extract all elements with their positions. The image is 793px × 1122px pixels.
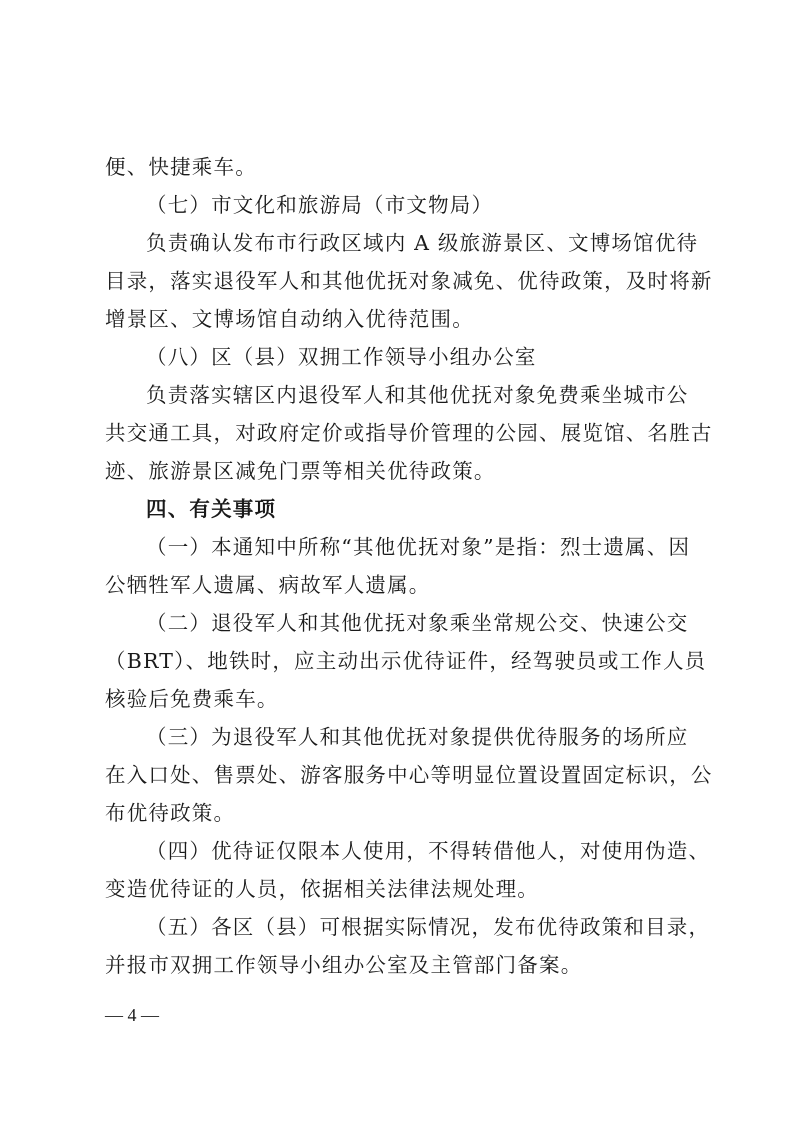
paragraph-line: （三）为退役军人和其他优抚对象提供优待服务的场所应 (146, 725, 689, 749)
text-line-continuation: 便、快捷乘车。 (105, 155, 257, 179)
paragraph-line: 负责确认发布市行政区域内 A 级旅游景区、文博场馆优待 (146, 231, 699, 255)
paragraph-line: 迹、旅游景区减免门票等相关优待政策。 (105, 459, 496, 483)
paragraph-line: 负责落实辖区内退役军人和其他优抚对象免费乘坐城市公 (146, 383, 689, 407)
paragraph-line: （二）退役军人和其他优抚对象乘坐常规公交、快速公交 (146, 611, 689, 635)
paragraph-line: 增景区、文博场馆自动纳入优待范围。 (105, 307, 474, 331)
paragraph-line: （BRT）、地铁时，应主动出示优待证件，经驾驶员或工作人员 (105, 649, 707, 673)
page-number: — 4 — (105, 1005, 159, 1025)
section-heading-culture-tourism-bureau: （七）市文化和旅游局（市文物局） (146, 193, 494, 217)
paragraph-line: 布优待政策。 (105, 801, 236, 825)
paragraph-line: 变造优待证的人员，依据相关法律法规处理。 (105, 877, 539, 901)
paragraph-line: （一）本通知中所称“其他优抚对象”是指：烈士遗属、因 (146, 535, 691, 559)
paragraph-line: 目录，落实退役军人和其他优抚对象减免、优待政策，及时将新 (105, 269, 713, 293)
paragraph-line: （四）优待证仅限本人使用，不得转借他人，对使用伪造、 (146, 839, 711, 863)
paragraph-line: 并报市双拥工作领导小组办公室及主管部门备案。 (105, 953, 583, 977)
paragraph-line: 公牺牲军人遗属、病故军人遗属。 (105, 573, 431, 597)
paragraph-line: （五）各区（县）可根据实际情况，发布优待政策和目录， (146, 915, 711, 939)
section-heading-related-matters: 四、有关事项 (146, 497, 277, 521)
paragraph-line: 核验后免费乘车。 (105, 687, 279, 711)
paragraph-line: 在入口处、售票处、游客服务中心等明显位置设置固定标识，公 (105, 763, 713, 787)
section-heading-district-office: （八）区（县）双拥工作领导小组办公室 (146, 345, 537, 369)
paragraph-line: 共交通工具，对政府定价或指导价管理的公园、展览馆、名胜古 (105, 421, 713, 445)
